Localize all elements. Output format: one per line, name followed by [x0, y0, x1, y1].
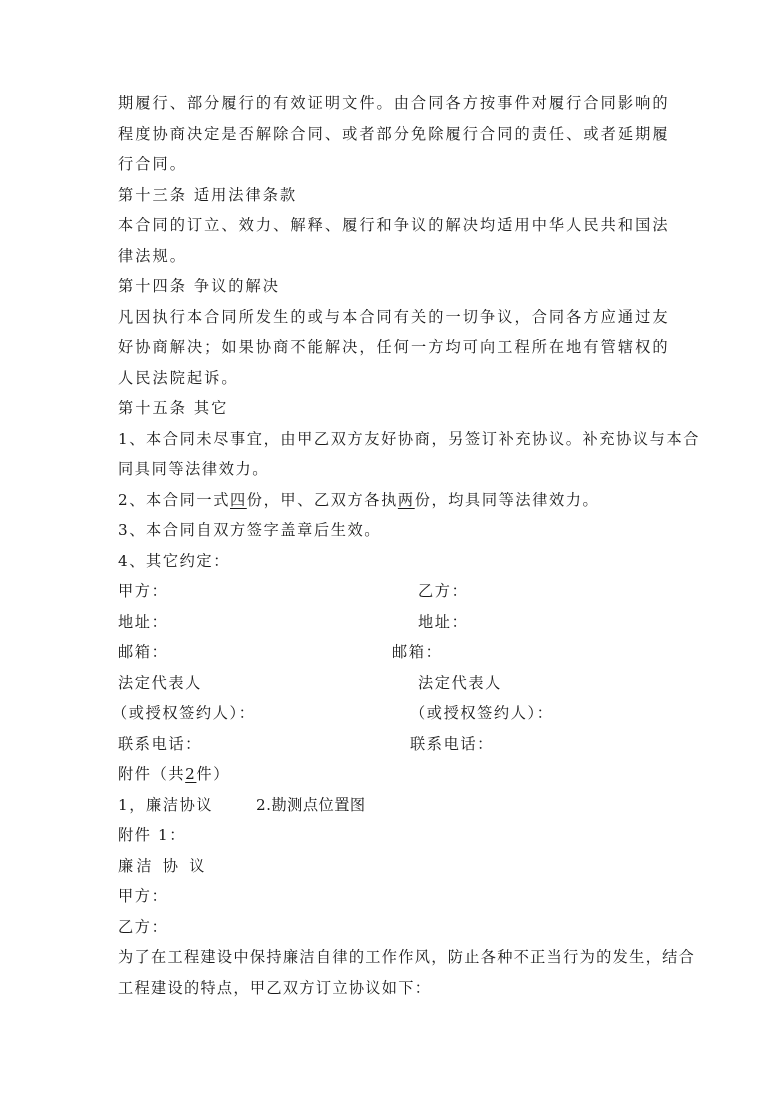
- phone-b-label: 联系电话：: [410, 735, 494, 753]
- copies-count: 四: [230, 491, 247, 509]
- article-14-title: 第十四条 争议的解决: [118, 277, 281, 295]
- paragraph-line: 行合同。: [118, 155, 187, 173]
- paragraph-line: 期履行、部分履行的有效证明文件。由合同各方按事件对履行合同影响的: [118, 94, 670, 112]
- integrity-party-a: 甲方：: [118, 887, 169, 905]
- email-a-label: 邮箱：: [118, 643, 169, 661]
- clause-4: 4、其它约定：: [118, 552, 230, 570]
- clause-2: [118, 490, 599, 510]
- attachment-item-1: 1，廉洁协议: [118, 796, 214, 814]
- clause-2-text: 2、本合同一式: [118, 491, 230, 509]
- attachments-count: 2: [185, 765, 197, 783]
- clause-2-text: 份，甲、乙双方各执: [246, 491, 398, 509]
- integrity-paragraph: 为了在工程建设中保持廉洁自律的工作作风，防止各种不正当行为的发生，结合: [118, 948, 696, 966]
- attachments-text: 件）: [196, 765, 230, 783]
- integrity-party-b: 乙方：: [118, 918, 169, 936]
- integrity-agreement-title: 廉洁 协 议: [118, 857, 208, 875]
- clause-2-text: 份，均具同等法律效力。: [414, 491, 600, 509]
- article-14-text: 凡因执行本合同所发生的或与本合同有关的一切争议，合同各方应通过友: [118, 308, 670, 326]
- clause-1-cont: 同具同等法律效力。: [118, 460, 270, 478]
- attachments-heading: [118, 764, 230, 784]
- legal-rep-b-label: 法定代表人: [418, 674, 502, 692]
- copies-each: 两: [397, 491, 415, 509]
- integrity-paragraph: 工程建设的特点，甲乙双方订立协议如下：: [118, 979, 432, 997]
- phone-a-label: 联系电话：: [118, 735, 202, 753]
- article-14-text: 人民法院起诉。: [118, 369, 239, 387]
- article-14-text: 好协商解决；如果协商不能解决，任何一方均可向工程所在地有管辖权的: [118, 338, 670, 356]
- party-a-label: 甲方：: [118, 582, 169, 600]
- party-b-label: 乙方：: [418, 582, 469, 600]
- article-15-title: 第十五条 其它: [118, 399, 229, 417]
- clause-3: 3、本合同自双方签字盖章后生效。: [118, 521, 382, 539]
- attachment-1-label: 附件 1：: [118, 826, 187, 844]
- authorized-signer-a-label: （或授权签约人）：: [112, 704, 256, 722]
- address-b-label: 地址：: [418, 613, 469, 631]
- email-b-label: 邮箱：: [392, 643, 443, 661]
- legal-rep-a-label: 法定代表人: [118, 674, 202, 692]
- article-13-text: 律法规。: [118, 247, 187, 265]
- article-13-title: 第十三条 适用法律条款: [118, 186, 298, 204]
- authorized-signer-b-label: （或授权签约人）：: [410, 704, 554, 722]
- article-13-text: 本合同的订立、效力、解释、履行和争议的解决均适用中华人民共和国法: [118, 216, 670, 234]
- attachments-text: 附件（共: [118, 765, 186, 783]
- clause-1: 1、本合同未尽事宜，由甲乙双方友好协商，另签订补充协议。补充协议与本合: [118, 430, 701, 448]
- attachment-item-2: 2.勘测点位置图: [256, 796, 366, 814]
- paragraph-line: 程度协商决定是否解除合同、或者部分免除履行合同的责任、或者延期履: [118, 125, 670, 143]
- address-a-label: 地址：: [118, 613, 169, 631]
